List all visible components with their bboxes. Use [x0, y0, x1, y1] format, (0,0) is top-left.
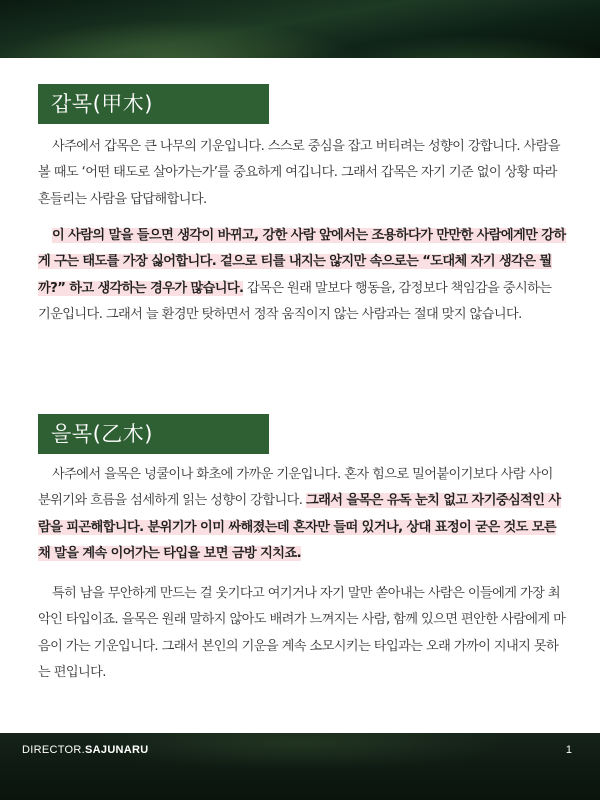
text-gapmok-after: 갑목은 원래 말보다 행동을, 감정보다 책임감을 중시하는 기운입니다. 그래서 늘 환경만 탓하면서 정작 움직이지 않는 사람과는 절대 맞지 않습니다. [38, 280, 552, 323]
header-banner-image [0, 0, 600, 58]
text-gapmok-intro: 사주에서 갑목은 큰 나무의 기운입니다. 스스로 중심을 잡고 버티려는 성향이 강합니다. 사람을 볼 때도 ‘어떤 태도로 살아가는가’를 중요하게 여깁니다. 그래서 갑목은 자기 기준 없이 상황 따라 흔들리는 사람을 답답해합니다. [38, 139, 560, 207]
paragraph-eulmok-intro [38, 462, 566, 568]
highlighted-text-eulmok: 그래서 을목은 유독 눈치 없고 자기중심적인 사람을 피곤해합니다. 분위기가 이미 싸해졌는데 혼자만 들떠 있거나, 상대 표정이 굳은 것도 모른 채 말을 계속 이어가는 타입을 보면 금방 지치죠. [38, 493, 561, 562]
footer-brand [22, 744, 149, 756]
paragraph-gapmok-detail [38, 223, 566, 329]
section-title-gapmok: 갑목(甲木) [38, 84, 269, 124]
text-eulmok-before: 사주에서 을목은 넝쿨이나 화초에 가까운 기운입니다. 혼자 힘으로 밀어붙이기보다 사람 사이 분위기와 흐름을 섬세하게 읽는 성향이 강합니다. [38, 467, 553, 509]
footer-bar [0, 733, 600, 800]
page-number: 1 [565, 744, 572, 756]
section-title-eulmok: 을목(乙木) [38, 414, 269, 454]
text-eulmok-detail: 특히 남을 무안하게 만드는 걸 웃기다고 여기거나 자기 말만 쏟아내는 사람은 이들에게 가장 최악인 타입이죠. 을목은 원래 말하지 않아도 배려가 느껴지는 사람, 함께 있으면 편안한 사람에게 마음이 가는 기운입니다. 그래서 본인의 기운을 계속 소모시키는 타입과는 오래 가까이 지내지 못하는 편입니다. [38, 586, 566, 681]
highlighted-text-gapmok: 이 사람의 말을 들으면 생각이 바뀌고, 강한 사람 앞에서는 조용하다가 만만한 사람에게만 강하게 구는 태도를 가장 싫어합니다. 겉으로 티를 내지는 않지만 속으로는 “도대체 자기 생각은 뭘까?” 하고 생각하는 경우가 많습니다. [38, 228, 566, 296]
paragraph-gapmok-intro [38, 134, 566, 213]
paragraph-eulmok-detail [38, 581, 566, 687]
footer-brand-prefix: DIRECTOR. [22, 744, 86, 756]
footer-brand-name: SAJUNARU [85, 744, 149, 756]
